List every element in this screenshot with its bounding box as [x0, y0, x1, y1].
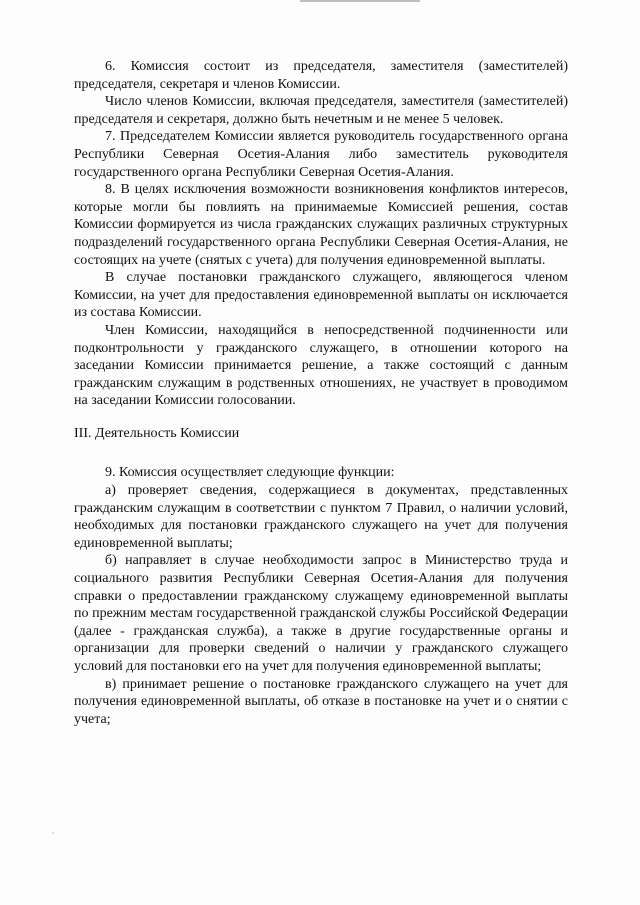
paragraph-6: 6. Комиссия состоит из председателя, заместителя (заместителей) председателя, секретаря и членов Комиссии. [74, 59, 568, 92]
scan-edge-mark [300, 0, 420, 2]
paragraph-9-b: б) направляет в случае необходимости запрос в Министерство труда и социального развития Республики Северная Осетия-Алания для получения справки о предоставлении гражданскому служащему единовременной выплаты по прежним местам государственной гражданской службы Российской Федерации (далее - гражданская служба), а также в другие государственные органы и организации для проверки сведений о наличии у гражданского служащего условий для постановки его на учет для получения единовременной выплаты; [74, 553, 568, 674]
paragraph-6-members: Число членов Комиссии, включая председателя, заместителя (заместителей) председателя и секретаря, должно быть нечетным и не менее 5 человек. [74, 94, 568, 127]
paragraph-9: 9. Комиссия осуществляет следующие функции: [105, 465, 395, 481]
document-body [74, 58, 568, 728]
paragraph-8-exclusion: В случае постановки гражданского служащего, являющегося членом Комиссии, на учет для предоставления единовременной выплаты он исключается из состава Комиссии. [74, 270, 568, 321]
paragraph-9-v: в) принимает решение о постановке гражданского служащего на учет для получения единовременной выплаты, об отказе в постановке на учет и о снятии с учета; [74, 676, 568, 727]
paragraph-8-voting: Член Комиссии, находящийся в непосредственной подчиненности или подконтрольности у гражданского служащего, в отношении которого на заседании Комиссии принимается решение, а также состоящий с данным гражданским служащим в родственных отношениях, не участвует в проводимом на заседании Комиссии голосовании. [74, 322, 568, 409]
section-title: III. Деятельность Комиссии [74, 425, 240, 441]
scan-speck [52, 832, 54, 834]
paragraph-7: 7. Председателем Комиссии является руководитель государственного органа Республики Северная Осетия-Алания либо заместитель руководителя государственного органа Республики Северная Осетия-Алания. [74, 129, 568, 180]
paragraph-8: 8. В целях исключения возможности возникновения конфликтов интересов, которые могли бы повлиять на принимаемые Комиссией решения, состав Комиссии формируется из числа гражданских служащих различных структурных подразделений государственного органа Республики Северная Осетия-Алания, не состоящих на учете (снятых с учета) для получения единовременной выплаты. [74, 182, 568, 268]
paragraph-9-a: а) проверяет сведения, содержащиеся в документах, представленных гражданским служащим в соответствии с пунктом 7 Правил, о наличии условий, необходимых для постановки гражданского служащего на учет для получения единовременной выплаты; [74, 483, 568, 551]
